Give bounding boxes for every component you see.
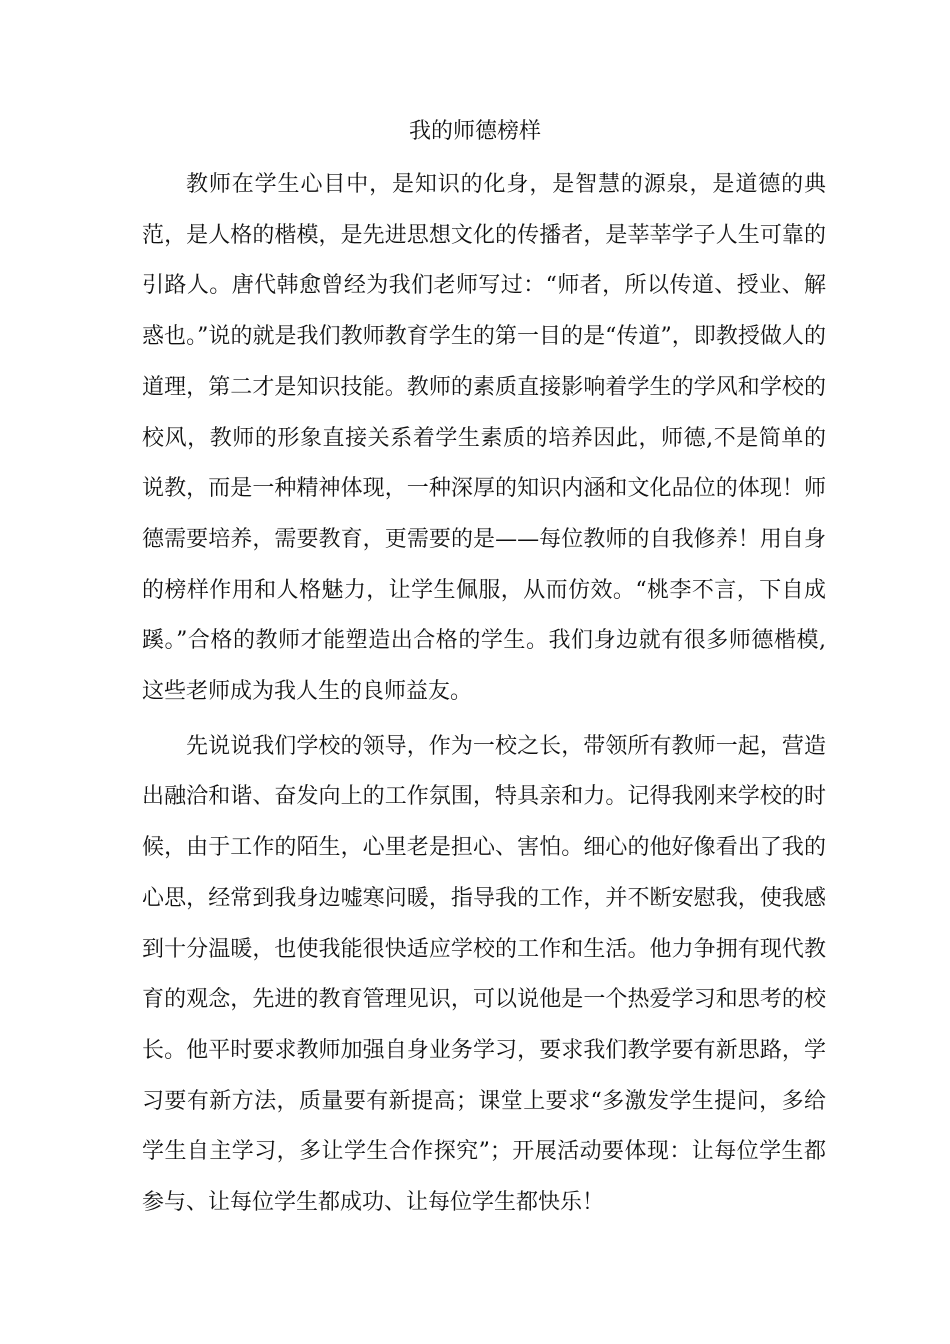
document-body [142, 160, 826, 1229]
paragraph-2: 先说说我们学校的领导，作为一校之长，带领所有教师一起，营造出融洽和谐、奋发向上的工作氛围，特具亲和力。记得我刚来学校的时候，由于工作的陌生，心里老是担心、害怕。细心的他好像看出了我的心思，经常到我身边嘘寒问暖，指导我的工作，并不断安慰我，使我感到十分温暖，也使我能很快适应学校的工作和生活。他力争拥有现代教育的观念，先进的教育管理见识，可以说他是一个热爱学习和思考的校长。他平时要求教师加强自身业务学习，要求我们教学要有新思路，学习要有新方法，质量要有新提高；课堂上要求“多激发学生提问，多给学生自主学习，多让学生合作探究”；开展活动要体现：让每位学生都参与、让每位学生都成功、让每位学生都快乐！ [142, 733, 826, 1216]
document-title: 我的师德榜样 [408, 119, 541, 144]
paragraph-1: 教师在学生心目中，是知识的化身，是智慧的源泉，是道德的典范，是人格的楷模，是先进思想文化的传播者，是莘莘学子人生可靠的引路人。唐代韩愈曾经为我们老师写过：“师者，所以传道、授业、解惑也。”说的就是我们教师教育学生的第一目的是“传道”，即教授做人的道理，第二才是知识技能。教师的素质直接影响着学生的学风和学校的校风，教师的形象直接关系着学生素质的培养因此，师德,不是简单的说教，而是一种精神体现，一种深厚的知识内涵和文化品位的体现！师德需要培养，需要教育，更需要的是——每位教师的自我修养！用自身的榜样作用和人格魅力，让学生佩服，从而仿效。“桃李不言，下自成蹊。”合格的教师才能塑造出合格的学生。我们身边就有很多师德楷模,这些老师成为我人生的良师益友。 [142, 172, 826, 705]
